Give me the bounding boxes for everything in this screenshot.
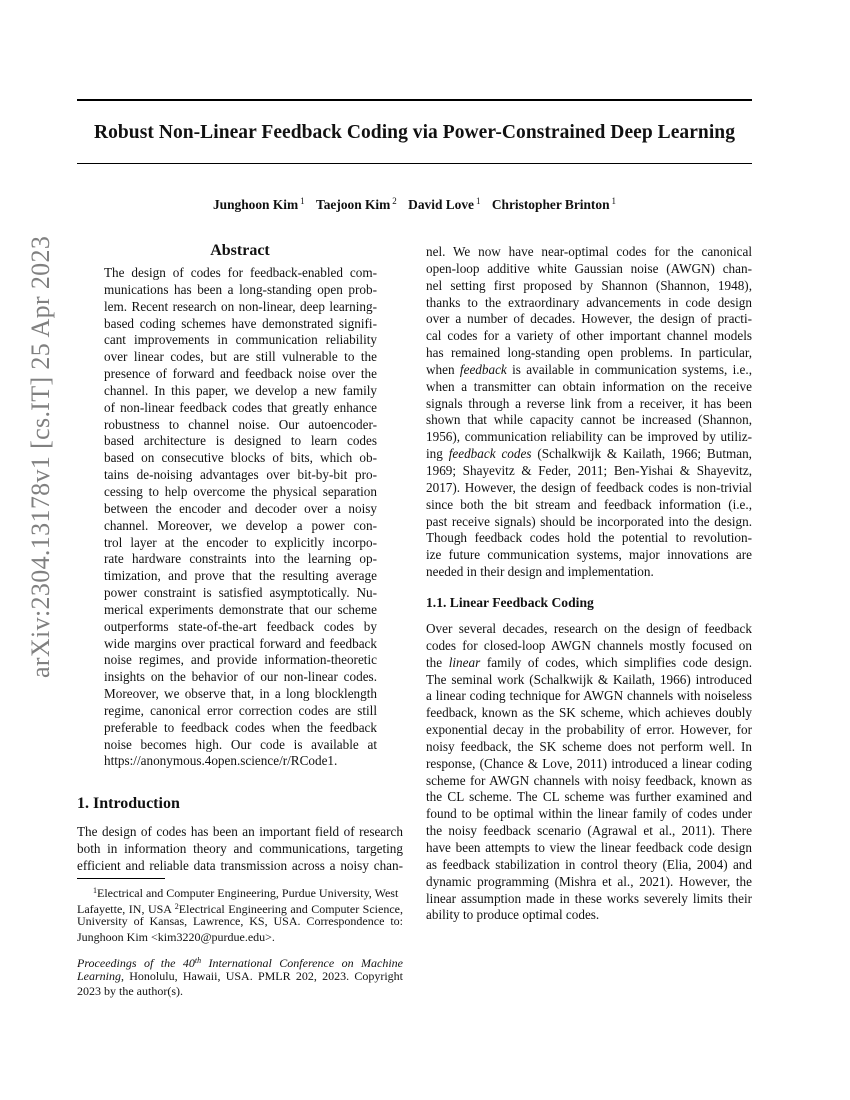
abstract-line: https://anonymous.4open.science/r/RCode1. (104, 753, 338, 769)
body-text: the (426, 654, 449, 670)
body-line: found to be optimal within the linear family of codes under (426, 806, 752, 822)
body-line: codes for closed-loop AWGN channels mostly focused on (426, 637, 752, 653)
proceedings-ordinal: 40 (182, 956, 195, 970)
body-line: shown that while capacity cannot be increased (Shannon, (426, 412, 752, 428)
abstract-line: tains de-noising advantages over bit-by-bit pro- (104, 467, 377, 483)
proceedings-line (77, 969, 403, 985)
body-line: 1969; Shayevitz & Feder, 2011; Ben-Yishai & Shayevitz, (426, 462, 752, 478)
author-name: David Love (408, 197, 474, 212)
body-line: as feedback stabilization in control theory (Elia, 2004) and (426, 856, 752, 872)
arxiv-side-stamp: arXiv:2304.13178v1 [cs.IT] 25 Apr 2023 (26, 235, 55, 678)
author-affiliation-mark: 1 (476, 196, 481, 206)
abstract-line: lem. Recent research on non-linear, deep learning- (104, 298, 377, 314)
body-line: the CL scheme. The CL scheme was further examined and (426, 789, 752, 805)
body-line: noisy feedback, the SK scheme does not perform well. In (426, 738, 752, 754)
abstract-line: trol layer at the encoder to explicitly incorpo- (104, 534, 377, 550)
body-line: feedback, known as the SK scheme, which achieves doubly (426, 705, 752, 721)
body-line: nel setting first proposed by Shannon (Shannon, 1948), (426, 277, 752, 293)
author (408, 197, 480, 212)
author-name: Junghoon Kim (212, 197, 299, 212)
emphasis-text: linear (448, 654, 481, 670)
abstract-line: noise becomes high. Our code is available at (104, 736, 377, 752)
author-name: Taejoon Kim (316, 197, 391, 212)
body-text: (Schalkwijk & Kailath, 1966; Butman, (531, 446, 752, 462)
abstract-line: merical experiments demonstrate that our scheme (104, 601, 377, 617)
footnote-mark: 2 (174, 901, 179, 911)
abstract-line: based on consecutive blocks of bits, which ob- (104, 450, 377, 466)
proceedings-note (77, 953, 403, 1000)
body-line: a linear coding technique for AWGN channels with noiseless (426, 688, 752, 704)
abstract-line: munications has been a long-standing open prob- (104, 281, 377, 297)
body-line: since both the bit stream and feedback information (i.e., (426, 496, 752, 512)
abstract-line: robustness to channel noise. Our autoencoder- (104, 416, 377, 432)
proceedings-text-c: , Honolulu, Hawaii, USA. PMLR 202, 2023. Copyright (121, 968, 403, 983)
introduction-line: both in information theory and communications, targeting (77, 840, 403, 856)
abstract-line: cessing to help overcome the physical separation (104, 483, 377, 499)
paper-title: Robust Non-Linear Feedback Coding via Power-Constrained Deep Learning (93, 122, 735, 143)
abstract-body (104, 265, 377, 770)
body-line: over a number of decades. However, the design of practi- (426, 311, 752, 327)
body-line: nel. We now have near-optimal codes for the canonical (426, 244, 752, 259)
body-line: when a transmitter can obtain information on the receive (426, 378, 752, 394)
title-bottom-rule (77, 163, 752, 164)
introduction-line: efficient and reliable data transmission across a noisy chan- (77, 857, 403, 873)
body-line (426, 655, 752, 672)
body-line: dynamic programming (Mishra et al., 2021). However, the (426, 873, 752, 889)
author-affiliation-mark: 1 (300, 196, 305, 206)
abstract-line: preferable to feedback codes when the feedback (104, 719, 377, 735)
body-line: ize future communication systems, major innovations are (426, 547, 752, 563)
body-line: 1956), communication reliability can be improved by utiliz- (426, 429, 752, 445)
abstract-line: insights on the behavior of our non-linear codes. (104, 669, 377, 685)
abstract-line: between the encoder and decoder over a noisy (104, 500, 377, 516)
body-line: have been attempts to view the linear feedback code design (426, 839, 752, 855)
body-line: cal codes for a variety of other important channel models (426, 328, 752, 344)
body-line: signals through a reverse link from a receiver, it has been (426, 395, 752, 411)
footnote-line (77, 883, 403, 899)
footnote-text: Lafayette, IN, USA (77, 901, 175, 916)
body-line: Though feedback codes hold the potential to revolution- (426, 530, 752, 546)
body-line: scheme for AWGN channels with noisy feedback, known as (426, 772, 752, 788)
abstract-line: over linear codes, but are still vulnerable to the (104, 349, 377, 365)
abstract-line: of non-linear feedback codes that greatly enhance (104, 399, 377, 415)
abstract-line: based architecture is designed to learn codes (104, 433, 377, 449)
body-line: thanks to the extraordinary advancements in code design (426, 294, 752, 310)
proceedings-venue: Learning (77, 968, 122, 983)
footnote-line: Junghoon Kim <kim3220@purdue.edu>. (77, 929, 275, 944)
footnote-mark: 1 (93, 886, 97, 895)
proceedings-line: 2023 by the author(s). (77, 984, 183, 998)
footnote-text: Electrical Engineering and Computer Science, (178, 901, 403, 916)
abstract-line: noise regimes, and provide information-theoretic (104, 652, 377, 668)
body-line: Over several decades, research on the design of feedback (426, 621, 752, 636)
author-affiliation-mark: 1 (611, 196, 617, 206)
author (316, 197, 397, 212)
introduction-continued (426, 244, 752, 581)
author-list (77, 196, 752, 213)
abstract-line: Moreover, we observe that, in a long blocklength (104, 686, 377, 702)
body-text: ing (426, 446, 449, 462)
proceedings-line (77, 953, 403, 969)
abstract-line: presence of forward and feedback noise over the (104, 366, 377, 382)
abstract-line: rate hardware constraints into the learning op- (104, 551, 377, 567)
abstract-heading: Abstract (210, 242, 270, 259)
author (492, 197, 616, 212)
footnote-line: University of Kansas, Lawrence, KS, USA. Correspondence to: (77, 914, 403, 928)
author (213, 197, 305, 212)
abstract-line: outperforms state-of-the-art feedback codes by (104, 618, 377, 634)
author-affiliation-mark: 2 (392, 196, 397, 206)
abstract-line: The design of codes for feedback-enabled com- (104, 265, 377, 280)
body-line: exponential decay in the probability of error. However, for (426, 722, 752, 738)
body-line: past receive signals) should be incorporated into the design. (426, 513, 752, 529)
footnote-rule (77, 878, 165, 879)
body-text: family of codes, which simplifies code design. (480, 654, 752, 670)
proceedings-ordinal-suffix: th (194, 956, 202, 965)
body-line: The seminal work (Schalkwijk & Kailath, 1966) introduced (426, 671, 752, 687)
footnote-line (77, 899, 403, 915)
body-line: has remained long-standing open problems. In particular, (426, 345, 752, 361)
body-line: ability to produce optimal codes. (426, 907, 600, 923)
abstract-line: wide margins over practical forward and feedback (104, 635, 377, 651)
body-line: the noisy feedback scenario (Agrawal et al., 2011). There (426, 823, 752, 839)
footnote-text: Electrical and Computer Engineering, Purdue University, West (97, 886, 399, 900)
body-line: needed in their design and implementation. (426, 564, 654, 580)
subsection-body (426, 621, 752, 924)
abstract-line: channel. In this paper, we develop a new family (104, 382, 377, 398)
subsection-heading: 1.1. Linear Feedback Coding (426, 595, 594, 610)
body-text: when (426, 361, 460, 377)
abstract-line: based coding schemes have demonstrated signifi- (104, 315, 377, 331)
introduction-heading: 1. Introduction (77, 795, 180, 812)
author-name: Christopher Brinton (491, 197, 610, 212)
proceedings-text-b: International Conference on Machine (201, 956, 403, 970)
body-line (426, 362, 752, 379)
abstract-line: cant improvements in communication reliability (104, 332, 377, 348)
emphasis-text: feedback codes (448, 446, 532, 462)
body-line: open-loop additive white Gaussian noise (AWGN) chan- (426, 260, 752, 276)
body-line: 2017). However, the design of feedback codes is non-trivial (426, 479, 752, 495)
abstract-line: regime, canonical error correction codes are still (104, 702, 377, 718)
body-line: response, (Chance & Love, 2011) introduced a linear coding (426, 755, 752, 771)
abstract-line: timization, and prove that the resulting average (104, 568, 377, 584)
body-line (426, 446, 752, 463)
body-line: linear assumption made in these works severely limits their (426, 890, 752, 906)
introduction-line: The design of codes has been an important field of research (77, 824, 403, 839)
abstract-line: channel. Moreover, we develop a power con- (104, 517, 377, 533)
introduction-body (77, 824, 403, 875)
body-text: is available in communication systems, i.e., (506, 361, 752, 377)
emphasis-text: feedback (459, 361, 507, 377)
proceedings-text-a: Proceedings of the (77, 956, 183, 970)
abstract-line: power constraint is satisfied asymptotically. Nu- (104, 585, 377, 601)
affiliation-footnote (77, 883, 403, 945)
title-top-rule (77, 99, 752, 101)
